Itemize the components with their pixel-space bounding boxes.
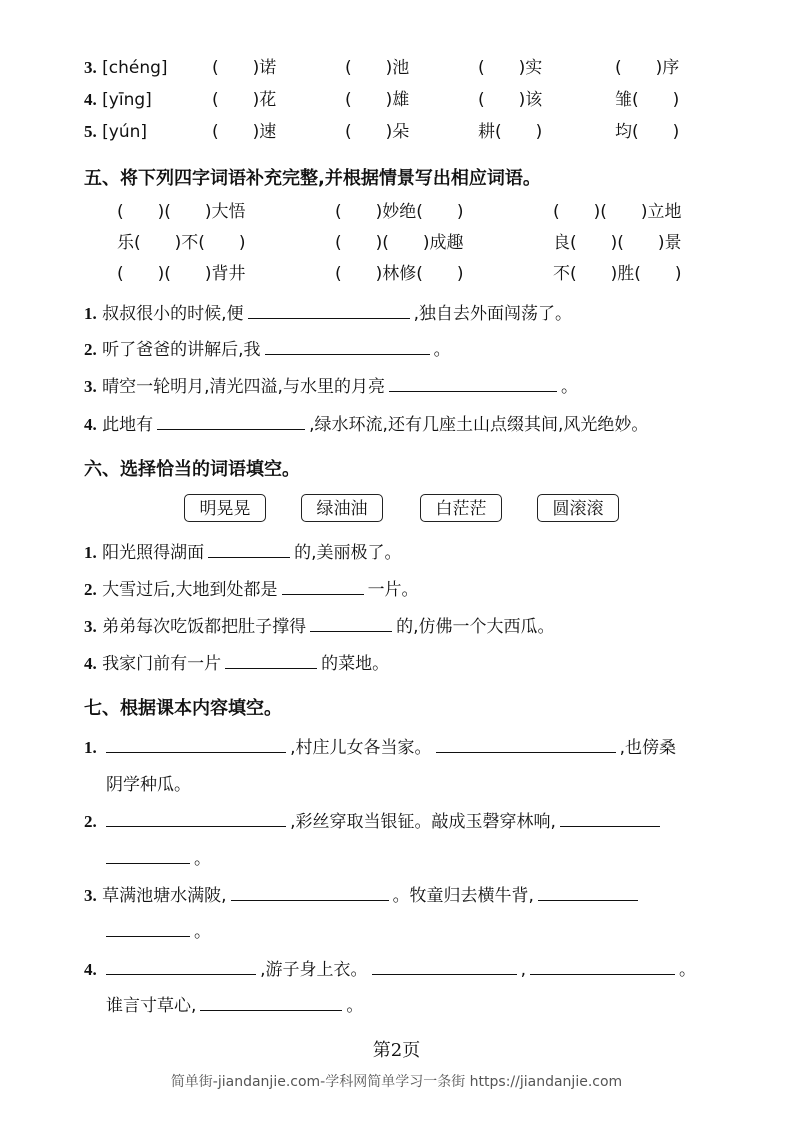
blank-item[interactable]: ( )诺 <box>212 58 277 78</box>
source-watermark: 简单街-jiandanjie.com-学科网简单学习一条街 https://jiandanjie.com <box>170 1074 623 1090</box>
answer-blank[interactable] <box>106 958 256 975</box>
blank-item[interactable]: ( )速 <box>212 122 277 142</box>
poem-line <box>106 920 211 943</box>
blank-item[interactable]: ( )池 <box>345 58 410 78</box>
item-number: 2. <box>84 580 97 599</box>
item-number: 4. <box>84 415 97 434</box>
idiom-item[interactable]: ( )( )大悟 <box>117 202 246 222</box>
poem-line <box>106 994 363 1017</box>
poem-text: ,也傍桑 <box>619 738 676 758</box>
idiom-item[interactable]: 不( )胜( ) <box>553 264 682 284</box>
sentence-text: 大雪过后,大地到处都是 <box>102 580 278 600</box>
answer-blank[interactable] <box>200 994 342 1011</box>
blank-item[interactable]: ( )花 <box>212 90 277 110</box>
sentence-text: 的,仿佛一个大西瓜。 <box>396 617 555 637</box>
sentence-text: 我家门前有一片 <box>102 654 222 674</box>
sentence <box>84 541 402 564</box>
blank-item[interactable]: ( )序 <box>615 58 680 78</box>
blank-item[interactable]: ( )实 <box>478 58 543 78</box>
sentence-text: 。 <box>560 377 578 397</box>
answer-blank[interactable] <box>225 652 317 669</box>
idiom-item[interactable]: ( )( )立地 <box>553 202 682 222</box>
pinyin: [yīng] <box>102 90 152 110</box>
idiom-item[interactable]: ( )妙绝( ) <box>335 202 464 222</box>
item-number: 4. <box>84 654 97 673</box>
section-title: 七、根据课本内容填空。 <box>84 698 282 719</box>
answer-blank[interactable] <box>436 736 616 753</box>
page-number: 第2页 <box>372 1040 421 1061</box>
answer-blank[interactable] <box>106 736 286 753</box>
poem-text: 。 <box>194 922 211 942</box>
poem-text: 。 <box>678 960 696 980</box>
poem-line: 阴学种瓜。 <box>106 775 191 795</box>
sentence-text: 。 <box>433 340 451 360</box>
item-number: 3. <box>84 886 97 905</box>
sentence-text: 此地有 <box>102 415 154 435</box>
item-number: 3. <box>84 58 97 77</box>
poem-text: ,村庄儿女各当家。 <box>290 738 432 758</box>
poem-line <box>84 884 642 907</box>
item-number: 1. <box>84 543 97 562</box>
idiom-item[interactable]: ( )( )背井 <box>117 264 246 284</box>
answer-blank[interactable] <box>157 413 305 430</box>
sentence-text: 弟弟每次吃饭都把肚子撑得 <box>102 617 307 637</box>
answer-blank[interactable] <box>106 920 190 937</box>
answer-blank[interactable] <box>106 810 286 827</box>
sentence-text: 听了爸爸的讲解后,我 <box>102 340 261 360</box>
sentence <box>84 413 648 436</box>
word-option[interactable]: 明晃晃 <box>184 494 266 522</box>
poem-line: 4. ,游子身上衣。 , 。 <box>84 960 696 980</box>
item-number: 5. <box>84 122 97 141</box>
poem-text: 草满池塘水满陂, <box>102 886 227 906</box>
sentence <box>84 338 451 361</box>
section-title: 五、将下列四字词语补充完整,并根据情景写出相应词语。 <box>84 168 541 189</box>
item-number: 3. <box>84 617 97 636</box>
poem-text: ,彩丝穿取当银钲。敲成玉磬穿林响, <box>290 812 556 832</box>
poem-line <box>84 736 676 759</box>
sentence-text: 的,美丽极了。 <box>294 543 402 563</box>
sentence <box>84 615 555 638</box>
item-number: 2. <box>84 340 97 359</box>
row-4 <box>84 89 152 111</box>
answer-blank[interactable] <box>389 375 557 392</box>
sentence <box>84 578 419 601</box>
answer-blank[interactable] <box>372 958 517 975</box>
pinyin: [chéng] <box>102 58 168 78</box>
blank-item[interactable]: 雏( ) <box>615 90 680 110</box>
sentence <box>84 302 572 325</box>
blank-item[interactable]: ( )该 <box>478 90 543 110</box>
answer-blank[interactable] <box>265 338 430 355</box>
item-number: 1. <box>84 738 97 757</box>
item-number: 4. <box>84 960 97 979</box>
item-number: 3. <box>84 377 97 396</box>
idiom-item[interactable]: 良( )( )景 <box>553 233 682 253</box>
idiom-item[interactable]: 乐( )不( ) <box>117 233 246 253</box>
poem-text: 。牧童归去横牛背, <box>392 886 534 906</box>
section-title: 六、选择恰当的词语填空。 <box>84 459 300 480</box>
sentence-text: 阳光照得湖面 <box>102 543 205 563</box>
answer-blank[interactable] <box>538 884 638 901</box>
sentence-text: 晴空一轮明月,清光四溢,与水里的月亮 <box>102 377 385 397</box>
answer-blank[interactable] <box>208 541 290 558</box>
item-number: 2. <box>84 812 97 831</box>
idiom-item[interactable]: ( )( )成趣 <box>335 233 464 253</box>
answer-blank[interactable] <box>106 847 190 864</box>
row-3 <box>84 57 168 79</box>
poem-text: 谁言寸草心, <box>106 996 197 1016</box>
answer-blank[interactable] <box>248 302 410 319</box>
row-5 <box>84 121 147 143</box>
sentence-text: 一片。 <box>367 580 419 600</box>
poem-text: 。 <box>346 996 364 1016</box>
idiom-item[interactable]: ( )林修( ) <box>335 264 464 284</box>
blank-item[interactable]: ( )朵 <box>345 122 410 142</box>
answer-blank[interactable] <box>530 958 675 975</box>
answer-blank[interactable] <box>560 810 660 827</box>
item-number: 4. <box>84 90 97 109</box>
sentence <box>84 375 578 398</box>
item-number: 1. <box>84 304 97 323</box>
pinyin: [yún] <box>102 122 148 142</box>
word-option[interactable]: 绿油油 <box>301 494 383 522</box>
blank-item[interactable]: 均( ) <box>615 122 680 142</box>
answer-blank[interactable] <box>231 884 389 901</box>
blank-item[interactable]: ( )雄 <box>345 90 410 110</box>
poem-line <box>84 810 664 833</box>
poem-text: ,游子身上衣。 <box>260 960 368 980</box>
answer-blank[interactable] <box>310 615 392 632</box>
sentence-text: 叔叔很小的时候,便 <box>102 304 244 324</box>
sentence-text: 的菜地。 <box>321 654 390 674</box>
blank-item[interactable]: 耕( ) <box>478 122 543 142</box>
poem-line <box>106 847 211 870</box>
sentence <box>84 652 389 675</box>
sentence-text: ,独自去外面闯荡了。 <box>413 304 572 324</box>
poem-text: 。 <box>194 849 211 869</box>
answer-blank[interactable] <box>282 578 364 595</box>
sentence-text: ,绿水环流,还有几座土山点缀其间,风光绝妙。 <box>309 415 649 435</box>
word-option[interactable]: 白茫茫 <box>420 494 502 522</box>
word-option[interactable]: 圆滚滚 <box>537 494 619 522</box>
